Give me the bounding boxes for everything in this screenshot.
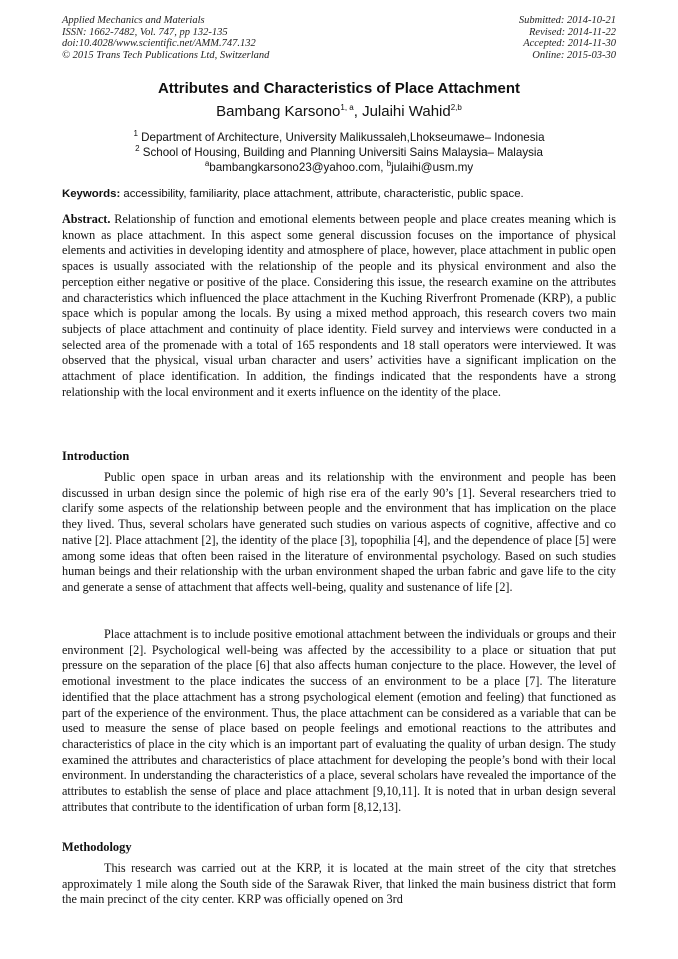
- keywords-label: Keywords:: [62, 188, 121, 200]
- date-revised: Revised: 2014-11-22: [529, 26, 616, 38]
- introduction-paragraph-1: Public open space in urban areas and its relationship with the environment and people has been discussed in urban design since the polemic of high rise era of the early 90’s [1]. Several researchers tried to clarify some aspects of the relationship between people and the environment that has implication on the place they lived. Thus, several scholars have generated such studies on various aspects of cognitive, affective and co native [2]. Place attachment [2], the identity of the place [3], topophilia [4], and the dependence of place [5] were among some ideas that often been raised in the literature of environmental psychology. Based on such studies human beings and their relationship with the urban environment shaped the urban fabric and gave life to the city and generate a sense of attachment that affects well-being, quality and sustenance of life [2].: [62, 470, 616, 594]
- journal-name: Applied Mechanics and Materials: [62, 15, 205, 26]
- date-online: Online: 2015-03-30: [532, 49, 616, 61]
- abstract: [62, 212, 616, 400]
- email-b-sup: b: [386, 159, 392, 169]
- author-2-sup: 2,b: [450, 103, 462, 112]
- author-separator: ,: [353, 103, 363, 120]
- email-b: julaihi@usm.my: [391, 161, 474, 174]
- abstract-label: Abstract.: [62, 212, 111, 226]
- paper-title: Attributes and Characteristics of Place Attachment: [157, 80, 521, 97]
- keywords: [62, 188, 618, 200]
- email-line: [0, 160, 678, 175]
- affiliation-2-text: School of Housing, Building and Planning Universiti Sains Malaysia– Malaysia: [139, 146, 543, 159]
- author-1: Bambang Karsono: [216, 103, 341, 120]
- date-submitted: Submitted: 2014-10-21: [518, 15, 616, 26]
- methodology-paragraph-1: This research was carried out at the KRP, it is located at the main street of the city that stretches approximately 1 mile along the South side of the Sarawak River, that linked the main business district that form the main precinct of the city center. KRP was officially opened on 3rd: [62, 861, 616, 907]
- affiliation-1: [0, 130, 678, 145]
- affiliation-1-text: Department of Architecture, University Malikussaleh,Lhokseumawe– Indonesia: [137, 131, 545, 144]
- author-line: [0, 103, 678, 120]
- email-a: bambangkarsono23@yahoo.com,: [209, 161, 387, 174]
- affiliation-2: [0, 145, 678, 160]
- journal-info: [62, 15, 269, 61]
- abstract-text: Relationship of function and emotional elements between people and place creates meaning which is known as place attachment. In this aspect some general discussion focuses on the importance of physical elements and activities in developing identity and atmosphere of place, however, place attachment in public open spaces is usually associated with the relationship of the people and its physical environment and also the perception either negative or positive of the place. Considering this issue, the research examine on the attributes and characteristics which influenced the place attachment in the Kuching Riverfront Promenade (KRP), a public space which is popular among the locals. By using a mixed method approach, this research covers two main subjects of place attachment and continuity of place identity. Field survey and interviews were conducted in a selected area of the promenade with a total of 165 respondents and 18 stall operators were interviewed. It was observed that the physical, visual urban character and users’ activities have a significant implication on the attachment of place identification. In addition, the findings indicated that the respondents have a strong relationship with the local environment and it exerts influence on the identity of the place.: [62, 212, 616, 399]
- email-a-sup: a: [204, 159, 210, 169]
- keywords-text: accessibility, familiarity, place attachment, attribute, characteristic, public space.: [120, 188, 524, 200]
- introduction-heading: Introduction: [62, 449, 130, 463]
- journal-doi: doi:10.4028/www.scientific.net/AMM.747.132: [62, 38, 256, 50]
- journal-issn: ISSN: 1662-7482, Vol. 747, pp 132-135: [62, 26, 228, 38]
- introduction-paragraph-2: Place attachment is to include positive emotional attachment between the individuals or groups and their environment [2]. Psychological well-being was affected by the accessibility to a place or situation that put pressure on the separation of the place [6] that also affects human conjecture to the place. However, the level of emotional investment to the place indicates the success of an environment to be a place [7]. The literature identified that the place attachment has a strong psychological element (emotion and feeling) that functioned as part of the experience of the environment. Thus, the place attachment can be considered as a variable that can be used to measure the sense of place based on people feelings and emotional reactions to the attributes and characteristics of place in the city which is an important part of evaluating the quality of urban design. The study examined the attributes and characteristics of place attachment for developing the people’s bond with their local environment. In understanding the characteristics of a place, several scholars have revealed the importance of the attributes to establish the sense of place and place attachment [9,10,11]. It is noted that in urban design several attributes that contribute to the identification of urban form [8,12,13].: [62, 627, 616, 814]
- submission-dates: [519, 15, 616, 61]
- affiliation-1-sup: 1: [133, 129, 138, 139]
- methodology-heading: Methodology: [62, 840, 132, 854]
- date-accepted: Accepted: 2014-11-30: [523, 38, 616, 50]
- affiliation-2-sup: 2: [135, 144, 140, 154]
- author-2: Julaihi Wahid: [362, 103, 451, 120]
- author-1-sup: 1, a: [340, 103, 354, 112]
- journal-copyright: © 2015 Trans Tech Publications Ltd, Switzerland: [62, 49, 270, 61]
